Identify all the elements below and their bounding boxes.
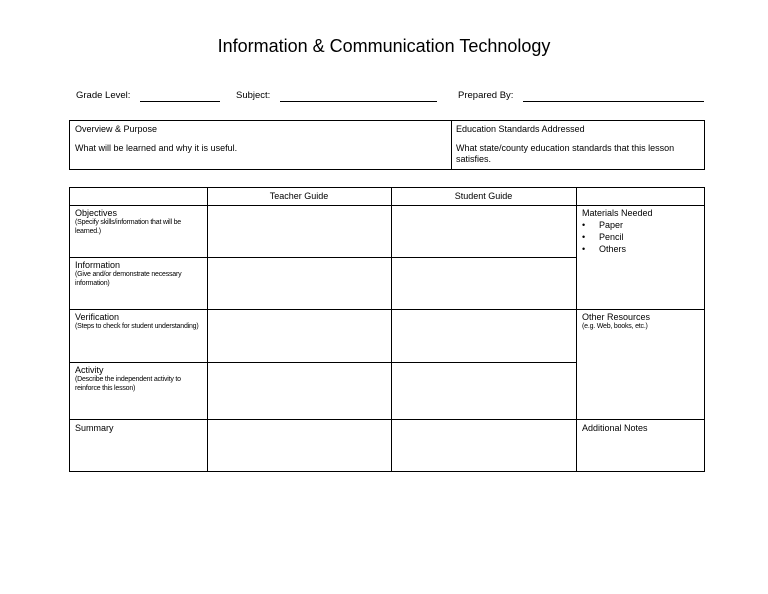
standards-heading: Education Standards Addressed xyxy=(456,124,585,134)
materials-list xyxy=(582,219,626,255)
row-divider-4 xyxy=(69,419,705,420)
overview-divider xyxy=(451,120,452,170)
verification-sub: (Steps to check for student understanding) xyxy=(75,323,199,330)
overview-text: What will be learned and why it is useful. xyxy=(75,143,238,153)
activity-sub: (Describe the independent activity to reinforce this lesson) xyxy=(75,376,181,392)
additional-notes-heading: Additional Notes xyxy=(582,423,648,433)
objectives-label: Objectives xyxy=(75,208,118,218)
grade-level-field[interactable] xyxy=(140,101,220,102)
materials-item: • Others xyxy=(582,243,626,255)
prepared-by-label: Prepared By: xyxy=(458,90,514,101)
summary-label: Summary xyxy=(75,423,114,433)
information-sub: (Give and/or demonstrate necessary information) xyxy=(75,271,182,287)
teacher-guide-header: Teacher Guide xyxy=(269,191,329,201)
row-divider-3 xyxy=(69,362,576,363)
col-divider-1 xyxy=(207,187,208,472)
materials-item: • Paper xyxy=(582,219,626,231)
other-resources-sub: (e.g. Web, books, etc.) xyxy=(582,323,648,330)
verification-label: Verification xyxy=(75,312,120,322)
prepared-by-field[interactable] xyxy=(523,101,704,102)
col-divider-3 xyxy=(576,187,577,472)
objectives-sub: (Specify skills/information that will be learned.) xyxy=(75,219,181,235)
grade-level-label: Grade Level: xyxy=(76,90,131,101)
materials-item: • Pencil xyxy=(582,231,626,243)
other-resources-heading: Other Resources xyxy=(582,312,651,322)
activity-label: Activity xyxy=(75,365,104,375)
col-divider-2 xyxy=(391,187,392,472)
row-divider-1 xyxy=(69,257,576,258)
materials-heading: Materials Needed xyxy=(582,208,653,218)
subject-field[interactable] xyxy=(280,101,437,102)
row-divider-2 xyxy=(69,309,705,310)
information-label: Information xyxy=(75,260,121,270)
document-title: Information & Communication Technology xyxy=(217,36,551,56)
standards-text: What state/county education standards that this lesson satisfies. xyxy=(456,143,675,164)
student-guide-header: Student Guide xyxy=(454,191,513,201)
header-row-divider xyxy=(69,205,705,206)
overview-heading: Overview & Purpose xyxy=(75,124,158,134)
subject-label: Subject: xyxy=(236,90,271,101)
